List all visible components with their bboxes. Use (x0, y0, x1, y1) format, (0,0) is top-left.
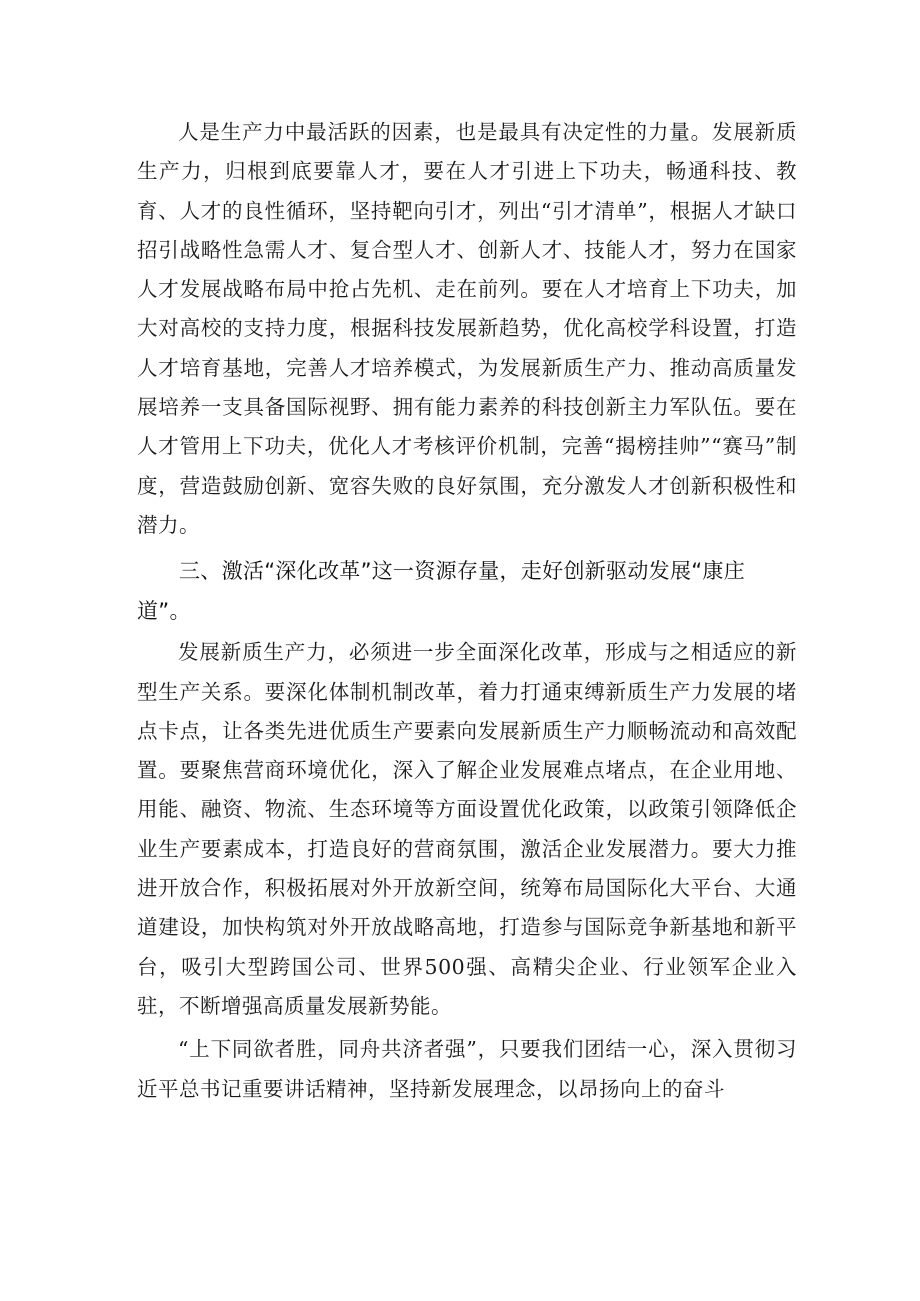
paragraph-reform: 发展新质生产力，必须进一步全面深化改革，形成与之相适应的新型生产关系。要深化体制机制改革，着力打通束缚新质生产力发展的堵点卡点，让各类先进优质生产要素向发展新质生产力顺畅流动和高效配置。要聚焦营商环境优化，深入了解企业发展难点堵点，在企业用地、用能、融资、物流、生态环境等方面设置优化政策，以政策引领降低企业生产要素成本，打造良好的营商氛围，激活企业发展潜力。要大力推进开放合作，积极拓展对外开放新空间，统筹布局国际化大平台、大通道建设，加快构筑对外开放战略高地，打造参与国际竞争新基地和新平台，吸引大型跨国公司、世界500强、高精尖企业、行业领军企业入驻，不断增强高质量发展新势能。 (137, 640, 797, 1018)
section-heading-3: 三、激活“深化改革”这一资源存量，走好创新驱动发展“康庄道”。 (137, 559, 746, 624)
document-body (137, 113, 797, 1109)
paragraph-talent: 人是生产力中最活跃的因素，也是最具有决定性的力量。发展新质生产力，归根到底要靠人才，要在人才引进上下功夫，畅通科技、教育、人才的良性循环，坚持靶向引才，列出“引才清单”，根据人才缺口招引战略性急需人才、复合型人才、创新人才、技能人才，努力在国家人才发展战略布局中抢占先机、走在前列。要在人才培育上下功夫，加大对高校的支持力度，根据科技发展新趋势，优化高校学科设置，打造人才培育基地，完善人才培养模式，为发展新质生产力、推动高质量发展培养一支具备国际视野、拥有能力素养的科技创新主力军队伍。要在人才管用上下功夫，优化人才考核评价机制，完善“揭榜挂帅”“赛马”制度，营造鼓励创新、宽容失败的良好氛围，充分激发人才创新积极性和潜力。 (137, 120, 797, 537)
paragraph-closing: “上下同欲者胜，同舟共济者强”，只要我们团结一心，深入贯彻习近平总书记重要讲话精神，坚持新发展理念，以昂扬向上的奋斗 (137, 1037, 797, 1101)
